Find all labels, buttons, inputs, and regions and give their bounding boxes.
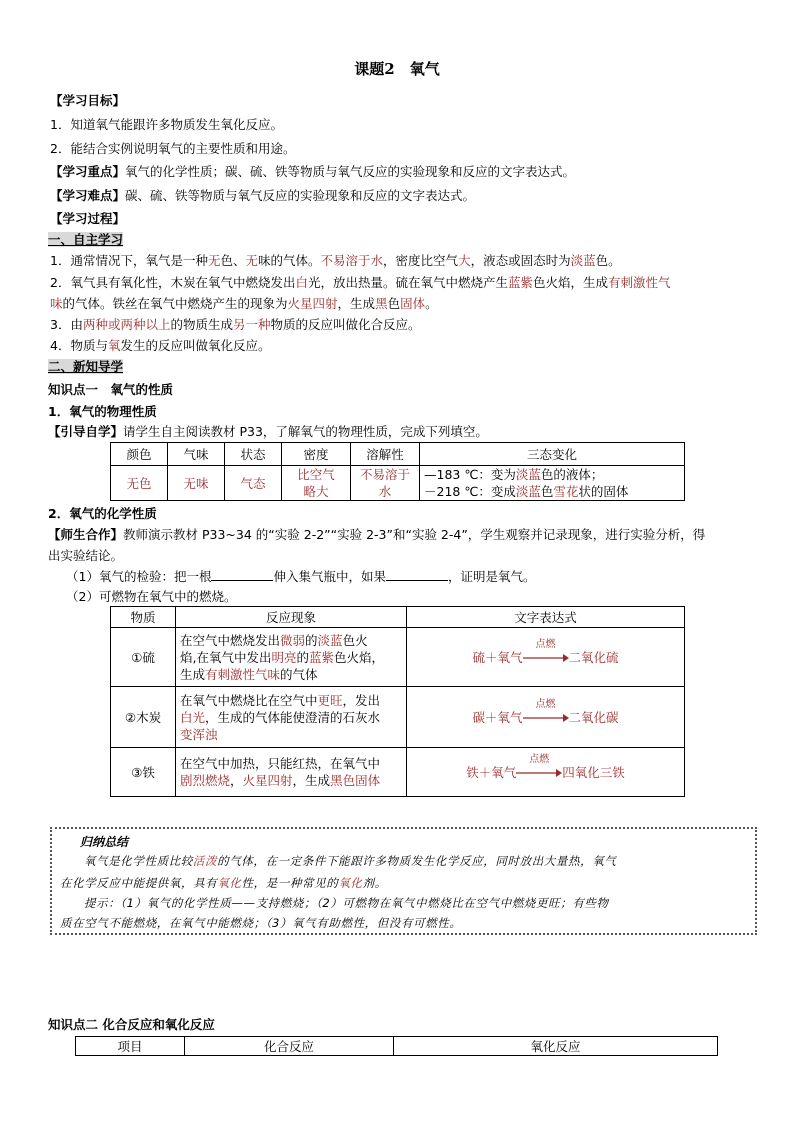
text: ，生成的气体能使澄清的石灰水 (205, 709, 381, 725)
text: （1）氧气的检验：把一根 (66, 569, 212, 584)
answer: 淡蓝 (515, 484, 541, 499)
state-change-line (424, 466, 680, 483)
text: 的气体。铁丝在氧气中燃烧产生的现象为 (62, 296, 288, 311)
goal-item: 2．能结合实例说明氧气的主要性质和用途。 (50, 141, 296, 156)
guide-label: 【引导自学】 (48, 424, 124, 439)
section-1-title: 一、自主学习 (48, 232, 124, 247)
table-header: 颜色 (111, 443, 168, 466)
fill-blank[interactable] (386, 568, 448, 581)
text: 发生的反应叫做氧化反应。 (120, 338, 271, 353)
difficulty-text: 碳、硫、铁等物质与氧气反应的实验现象和反应的文字表达式。 (125, 188, 476, 203)
goal-item: 1．知道氧气能跟许多物质发生氧化反应。 (50, 117, 283, 132)
text: ，发出 (342, 692, 381, 708)
word-equation (407, 687, 685, 748)
answer: 明亮 (271, 649, 297, 665)
text: 水 (378, 484, 392, 499)
answer: 雪花 (553, 484, 579, 499)
text: 光，放出热量。硫在氧气中燃烧产生 (307, 275, 508, 290)
text: 3．由 (50, 317, 83, 332)
table-row (111, 687, 685, 748)
self-study-p2-cont (50, 295, 438, 313)
answer: 无 (245, 253, 259, 268)
physical-properties-table (110, 442, 685, 501)
key-point (50, 163, 575, 181)
text: 在空气中燃烧发出 (180, 632, 281, 648)
knowledge-point-2: 知识点二 化合反应和氧化反应 (48, 1017, 215, 1032)
text: 色。 (595, 253, 621, 268)
table-row (111, 628, 685, 687)
text: 的 (305, 632, 318, 648)
arrow-icon (516, 769, 562, 777)
text: —183 ℃：变为 (424, 467, 516, 482)
reactants: 铁＋氧气 (466, 764, 517, 780)
text: 色 (540, 484, 554, 499)
text: ，生成 (337, 296, 376, 311)
answer: 无 (207, 253, 221, 268)
process-heading: 【学习过程】 (50, 211, 126, 226)
state-change-value (420, 466, 685, 501)
text: 的 (296, 649, 310, 665)
table-header: 密度 (282, 443, 351, 466)
text: 的物质生成 (170, 317, 233, 332)
substance-name: ③铁 (111, 748, 176, 797)
text: 色火焰，生成 (533, 275, 609, 290)
phenomenon-line (180, 649, 402, 666)
text: 不易溶于 (359, 467, 410, 482)
text: 色火 (342, 632, 368, 648)
coop-text-cont: 出实验结论。 (48, 548, 124, 563)
product: 二氧化硫 (568, 649, 619, 665)
answer: 淡蓝 (515, 467, 541, 482)
table-header-row (111, 607, 685, 628)
reaction-arrow (516, 754, 562, 779)
answer: 氧化 (217, 876, 242, 890)
combustion-table (110, 606, 685, 797)
guide-study (48, 423, 488, 441)
answer: 微弱 (280, 632, 306, 648)
text: 1．通常情况下，氧气是一种 (50, 253, 208, 268)
substance-name: ①硫 (111, 628, 176, 687)
answer: 淡蓝 (570, 253, 596, 268)
self-study-p1 (50, 252, 621, 270)
reaction-comparison-table (75, 1036, 718, 1056)
text: 生成 (180, 666, 206, 682)
phenomenon-line (180, 692, 402, 709)
difficulty-label: 【学习难点】 (50, 188, 126, 203)
answer: 活泼 (192, 854, 218, 868)
text: 性，是一种常见的 (241, 876, 339, 890)
answer: 黑 (375, 296, 388, 311)
answer: 剧烈燃烧 (180, 773, 231, 788)
reaction-condition: 点燃 (535, 639, 556, 650)
answer: 另一种 (232, 317, 271, 332)
arrow-icon (523, 654, 569, 662)
state-change-line (424, 483, 680, 500)
answer: 黑色固体 (330, 773, 381, 788)
answer: 蓝紫 (309, 649, 335, 665)
answer: 白光 (180, 709, 206, 725)
summary-line (60, 853, 747, 869)
key-point-label: 【学习重点】 (50, 164, 126, 179)
phenomenon-line (180, 666, 402, 683)
self-study-p3 (50, 316, 421, 334)
summary-tip: 提示：（1）氧气的化学性质——支持燃烧；（2）可燃物在氧气中燃烧比在空气中燃烧更旺；有些物 (84, 896, 609, 910)
text: ，密度比空气 (383, 253, 459, 268)
table-header: 状态 (225, 443, 282, 466)
answer: 两种或两种以上 (82, 317, 171, 332)
answer: 不易溶于水 (320, 253, 384, 268)
text: 在氧气中燃烧比在空气中 (180, 692, 318, 708)
text: 在化学反应中能提供氧，具有 (60, 876, 218, 890)
fill-blank[interactable] (211, 568, 273, 581)
text: 氧气是化学性质比较 (84, 854, 193, 868)
table-header: 反应现象 (176, 607, 407, 628)
table-header-row (111, 443, 685, 466)
text: 色火焰， (334, 649, 385, 665)
section-heading (48, 358, 123, 376)
reactants: 碳＋氧气 (472, 709, 523, 725)
physical-properties-heading: 1．氧气的物理性质 (48, 404, 157, 419)
reaction-condition: 点燃 (535, 699, 556, 710)
text: 的气体，在一定条件下能跟许多物质发生化学反应，同时放出大量热，氧气 (217, 854, 617, 868)
self-study-p2 (50, 274, 671, 292)
answer: 火星四射 (287, 296, 338, 311)
self-study-p4 (50, 337, 270, 355)
reaction-phenomenon (176, 687, 407, 748)
text: 。 (425, 296, 438, 311)
answer: 淡蓝 (317, 632, 343, 648)
key-point-text: 氧气的化学性质；碳、硫、铁等物质与氧气反应的实验现象和反应的文字表达式。 (125, 164, 576, 179)
phenomenon-line (180, 755, 402, 772)
text: 比空气 (297, 467, 335, 482)
coop-label: 【师生合作】 (48, 527, 124, 542)
product: 四氧化三铁 (562, 764, 625, 780)
table-header: 项目 (76, 1037, 185, 1056)
summary-box (50, 827, 757, 935)
reaction-arrow (523, 639, 569, 664)
phenomenon-line (180, 726, 402, 743)
answer: 蓝紫 (508, 275, 534, 290)
table-header: 三态变化 (420, 443, 685, 466)
answer: 氧 (107, 338, 121, 353)
table-header: 溶解性 (351, 443, 420, 466)
reaction-phenomenon (176, 748, 407, 797)
text: 剂。 (362, 876, 387, 890)
text: 略大 (303, 484, 329, 499)
answer: 有刺激性气 (608, 275, 671, 290)
text: 2．氧气具有氧化性，木炭在氧气中燃烧发出 (50, 275, 296, 290)
knowledge-point-1: 知识点一 氧气的性质 (48, 382, 174, 397)
solubility-value (351, 466, 420, 501)
phenomenon-line (180, 632, 402, 649)
text: 色、 (220, 253, 246, 268)
answer: 固体 (400, 296, 426, 311)
table-header: 文字表达式 (407, 607, 685, 628)
section-heading (48, 231, 123, 249)
state-value: 气态 (225, 466, 282, 501)
text: 的气体 (280, 666, 318, 682)
reaction-arrow (523, 699, 569, 724)
table-header: 气味 (168, 443, 225, 466)
oxygen-test-question (66, 568, 536, 586)
phenomenon-line (180, 709, 402, 726)
table-header: 氧化反应 (394, 1037, 718, 1056)
answer: 变浑浊 (180, 726, 218, 742)
combustion-question: （2）可燃物在氧气中的燃烧。 (66, 589, 237, 604)
text: －218 ℃：变成 (424, 484, 516, 499)
text: 伸入集气瓶中，如果 (273, 569, 386, 584)
phenomenon-line (180, 772, 402, 789)
table-header-row (76, 1037, 718, 1056)
text: ，证明是氧气。 (447, 569, 536, 584)
goals-heading: 【学习目标】 (50, 93, 126, 108)
summary-line (60, 875, 747, 891)
word-equation (407, 628, 685, 687)
text: 在空气中加热，只能红热，在氧气中 (180, 756, 381, 771)
cooperation (48, 526, 705, 544)
text: 色 (387, 296, 401, 311)
difficulty (50, 187, 475, 205)
reaction-condition: 点燃 (529, 754, 550, 765)
reactants: 硫＋氧气 (472, 649, 523, 665)
color-value: 无色 (111, 466, 168, 501)
chemical-properties-heading: 2．氧气的化学性质 (48, 506, 157, 521)
answer: 氧化 (338, 876, 363, 890)
table-header: 物质 (111, 607, 176, 628)
density-value (282, 466, 351, 501)
smell-value: 无味 (168, 466, 225, 501)
answer: 火星四射 (242, 773, 293, 788)
summary-heading: 归纳总结 (80, 835, 129, 849)
text: ，生成 (292, 773, 331, 788)
table-row (111, 466, 685, 501)
page-title: 课题2 氧气 (354, 60, 440, 78)
section-2-title: 二、新知导学 (48, 359, 124, 374)
text: 4．物质与 (50, 338, 108, 353)
coop-text: 教师演示教材 P33~34 的“实验 2-2”“实验 2-3”和“实验 2-4”，学生观察并记录现象，进行实验分析，得 (123, 527, 706, 542)
text: 状的固体 (578, 484, 629, 499)
word-equation (407, 748, 685, 797)
text: 色的液体； (540, 467, 604, 482)
text: ， (230, 773, 243, 788)
answer: 大 (458, 253, 471, 268)
answer: 有刺激性气味 (205, 666, 281, 682)
substance-name: ②木炭 (111, 687, 176, 748)
table-header: 化合反应 (185, 1037, 394, 1056)
answer: 更旺 (317, 692, 343, 708)
answer: 味 (50, 296, 63, 311)
guide-text: 请学生自主阅读教材 P33，了解氧气的物理性质，完成下列填空。 (123, 424, 488, 439)
reaction-phenomenon (176, 628, 407, 687)
text: 物质的反应叫做化合反应。 (270, 317, 421, 332)
text: ，液态或固态时为 (470, 253, 571, 268)
answer: 白 (295, 275, 308, 290)
summary-tip: 质在空气不能燃烧，在氧气中能燃烧；（3）氧气有助燃性，但没有可燃性。 (60, 916, 462, 930)
arrow-icon (523, 714, 569, 722)
product: 二氧化碳 (568, 709, 619, 725)
table-row (111, 748, 685, 797)
text: 焰,在氧气中发出 (180, 649, 272, 665)
text: 味的气体。 (258, 253, 321, 268)
